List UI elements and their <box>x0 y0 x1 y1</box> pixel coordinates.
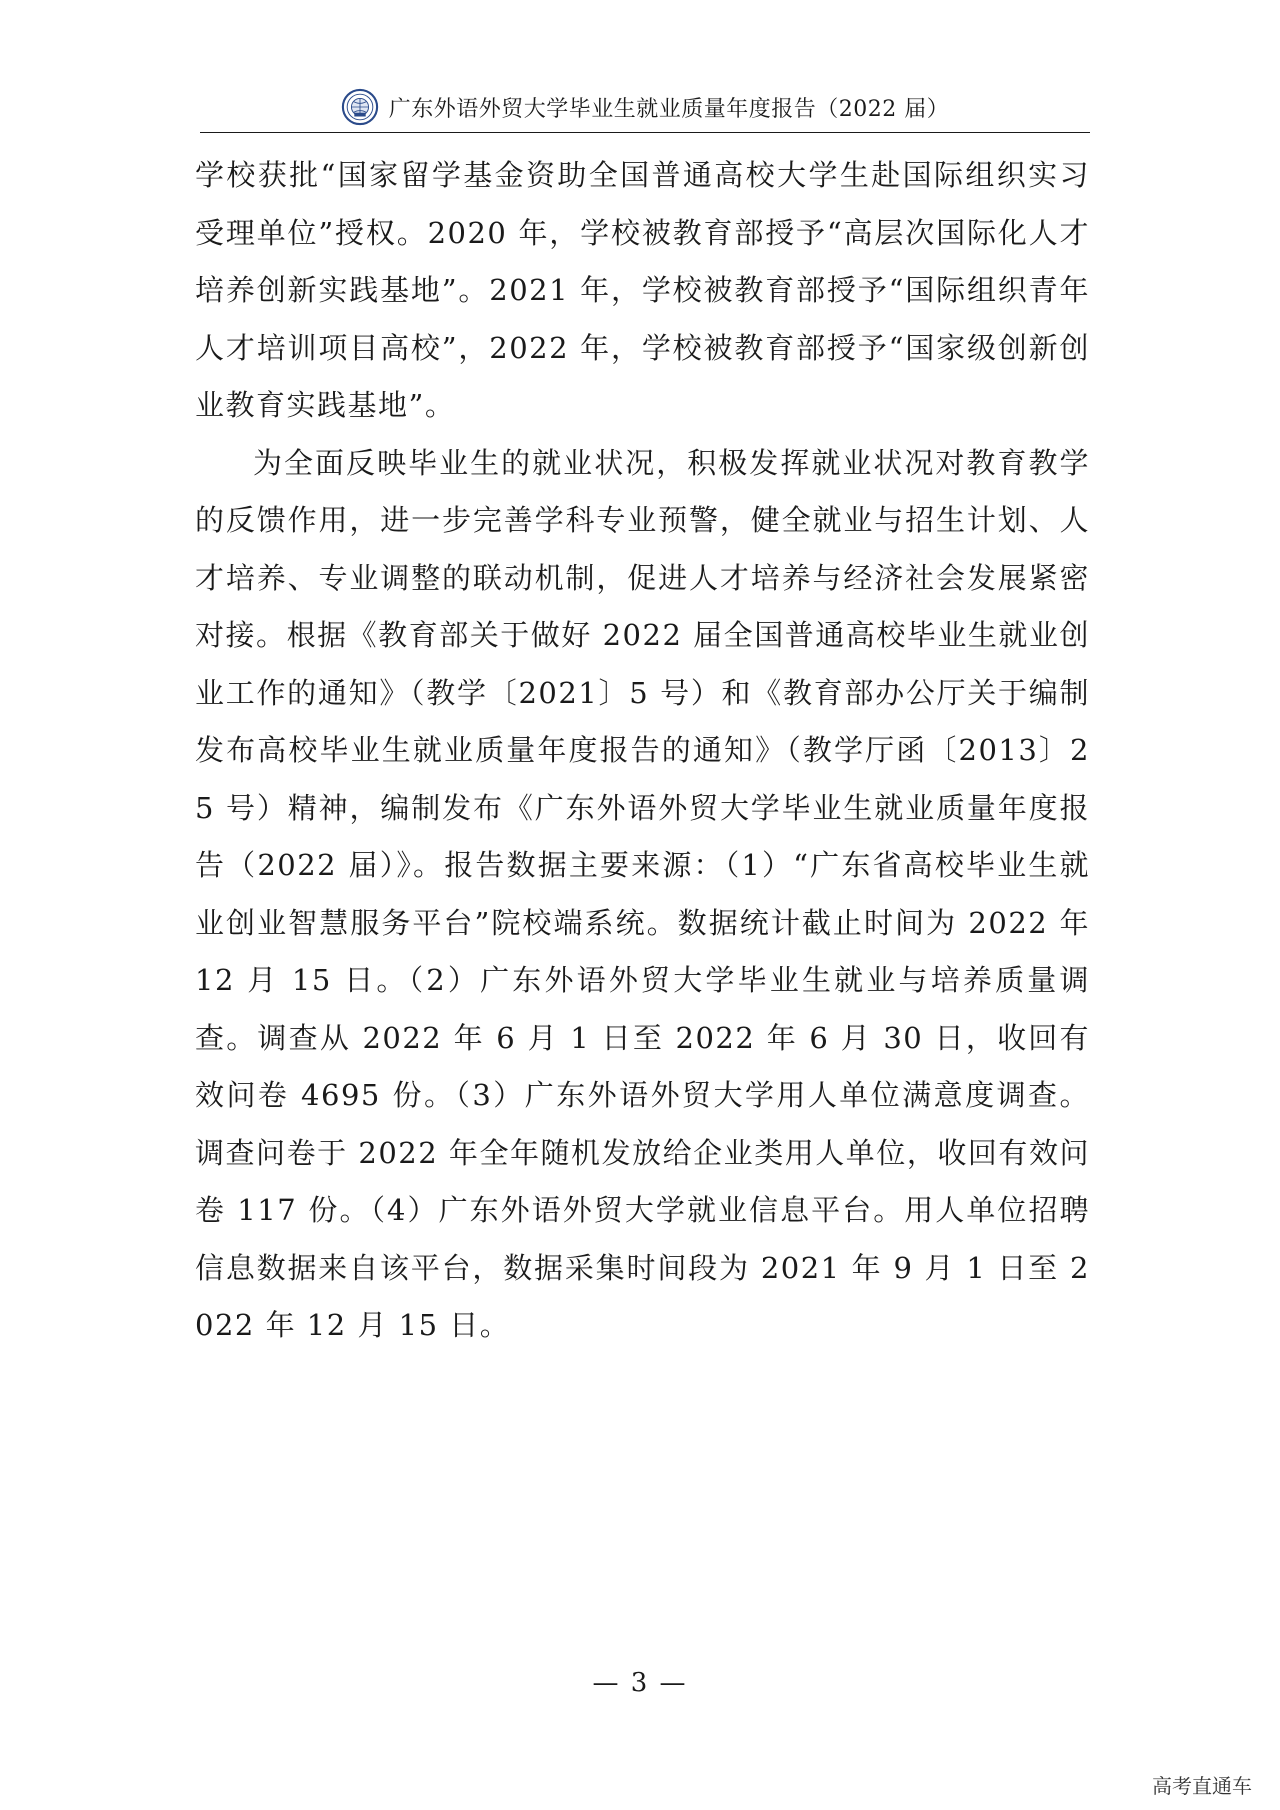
page-number: — 3 — <box>592 1668 688 1698</box>
page-header <box>200 82 1090 133</box>
body-text <box>195 147 1090 1355</box>
header-title: 广东外语外贸大学毕业生就业质量年度报告（2022 届） <box>388 96 950 122</box>
watermark: 高考直通车 <box>1152 1774 1252 1798</box>
university-emblem-icon <box>341 88 379 126</box>
paragraph-2: 为全面反映毕业生的就业状况，积极发挥就业状况对教育教学的反馈作用，进一步完善学科专业预警，健全就业与招生计划、人才培养、专业调整的联动机制，促进人才培养与经济社会发展紧密对接。根据《教育部关于做好 2022 届全国普通高校毕业生就业创业工作的通知》（教学〔2021〕5 号）和《教育部办公厅关于编制发布高校毕业生就业质量年度报告的通知》（教学厅函〔2013〕25 号）精神，编制发布《广东外语外贸大学毕业生就业质量年度报告（2022 届）》。报告数据主要来源：（1）“广东省高校毕业生就业创业智慧服务平台”院校端系统。数据统计截止时间为 2022 年 12 月 15 日。（2）广东外语外贸大学毕业生就业与培养质量调查。调查从 2022 年 6 月 1 日至 2022 年 6 月 30 日，收回有效问卷 4695 份。（3）广东外语外贸大学用人单位满意度调查。调查问卷于 2022 年全年随机发放给企业类用人单位，收回有效问卷 117 份。（4）广东外语外贸大学就业信息平台。用人单位招聘信息数据来自该平台，数据采集时间段为 2021 年 9 月 1 日至 2022 年 12 月 15 日。 <box>195 445 1090 1342</box>
paragraph-1: 学校获批“国家留学基金资助全国普通高校大学生赴国际组织实习受理单位”授权。2020 年，学校被教育部授予“高层次国际化人才培养创新实践基地”。2021 年，学校被教育部授予“国际组织青年人才培训项目高校”，2022 年，学校被教育部授予“国家级创新创业教育实践基地”。 <box>195 158 1090 422</box>
